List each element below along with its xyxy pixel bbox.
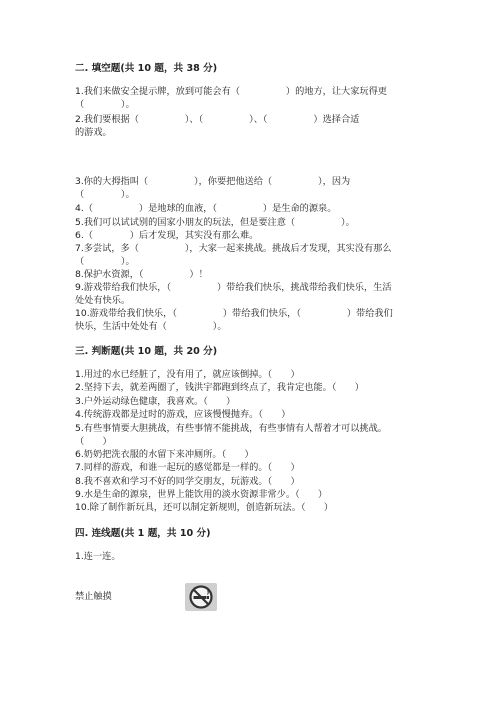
judge-line: （ ） [75, 436, 112, 447]
fill-line: 1.我们来做安全提示牌，放到可能会有（ ）的地方，让大家玩得更 [75, 86, 387, 97]
judge-line: 4.传统游戏都是过时的游戏，应该慢慢抛弃。（ ） [75, 409, 291, 420]
section-title-judge: 三. 判断题(共 10 题，共 20 分) [75, 346, 218, 357]
match-item-label: 禁止触摸 [75, 591, 112, 602]
fill-line: 5.我们可以试试别的国家小朋友的玩法，但是要注意（ ）。 [75, 217, 355, 228]
judge-line: 7.同样的游戏，和谁一起玩的感觉都是一样的。（ ） [75, 462, 300, 473]
match-question: 1.连一连。 [75, 551, 121, 562]
fill-line: （ ）。 [75, 189, 135, 200]
fill-line: （ ）。 [75, 99, 135, 110]
judge-line: 2.坚持下去，就差两圈了，钱洪宇都跑到终点了，我肯定也能。（ ） [75, 382, 364, 393]
fill-line: 的游戏。 [75, 127, 112, 138]
judge-line: 6.奶奶把洗衣服的水留下来冲厕所。（ ） [75, 449, 254, 460]
fill-line: 2.我们要根据（ ）、（ ）、（ ）选择合适 [75, 114, 360, 125]
fill-line: 10.游戏带给我们快乐，（ ）带给我们快乐，（ ）带给我们 [75, 308, 393, 319]
section-title-fill: 二. 填空题(共 10 题，共 38 分) [75, 63, 218, 74]
fill-line: 9.游戏带给我们快乐，（ ）带给我们快乐，挑战带给我们快乐，生活 [75, 282, 392, 293]
fill-line: （ ）。 [75, 256, 135, 267]
fill-line: 4.（ ）是地球的血液，（ ）是生命的源泉。 [75, 203, 337, 214]
judge-line: 1.用过的水已经脏了，没有用了，就应该倒掉。（ ） [75, 369, 300, 380]
fill-line: 6.（ ）后才发现，其实没有那么难。 [75, 230, 259, 241]
fill-line: 7.多尝试，多（ ），大家一起来挑战。挑战后才发现，其实没有那么 [75, 243, 392, 254]
section-title-match: 四. 连线题(共 1 题，共 10 分) [75, 528, 211, 539]
judge-line: 3.户外运动绿色健康，我喜欢。（ ） [75, 396, 236, 407]
no-smoking-icon [185, 583, 217, 611]
fill-line: 8.保护水资源，（ ）！ [75, 269, 208, 280]
judge-line: 9.水是生命的源泉，世界上能饮用的淡水资源非常少。（ ） [75, 489, 328, 500]
fill-line: 3.你的大拇指叫（ ），你要把他送给（ ），因为 [75, 176, 351, 187]
fill-line: 处处有快乐。 [75, 295, 131, 306]
judge-line: 5.有些事情要大胆挑战，有些事情不能挑战，有些事情有人帮着才可以挑战。 [75, 423, 387, 434]
judge-line: 10.除了制作新玩具，还可以制定新规则，创造新玩法。（ ） [75, 502, 334, 513]
fill-line: 快乐，生活中处处有（ ）。 [75, 321, 227, 332]
judge-line: 8.我不喜欢和学习不好的同学交朋友，玩游戏。（ ） [75, 476, 300, 487]
